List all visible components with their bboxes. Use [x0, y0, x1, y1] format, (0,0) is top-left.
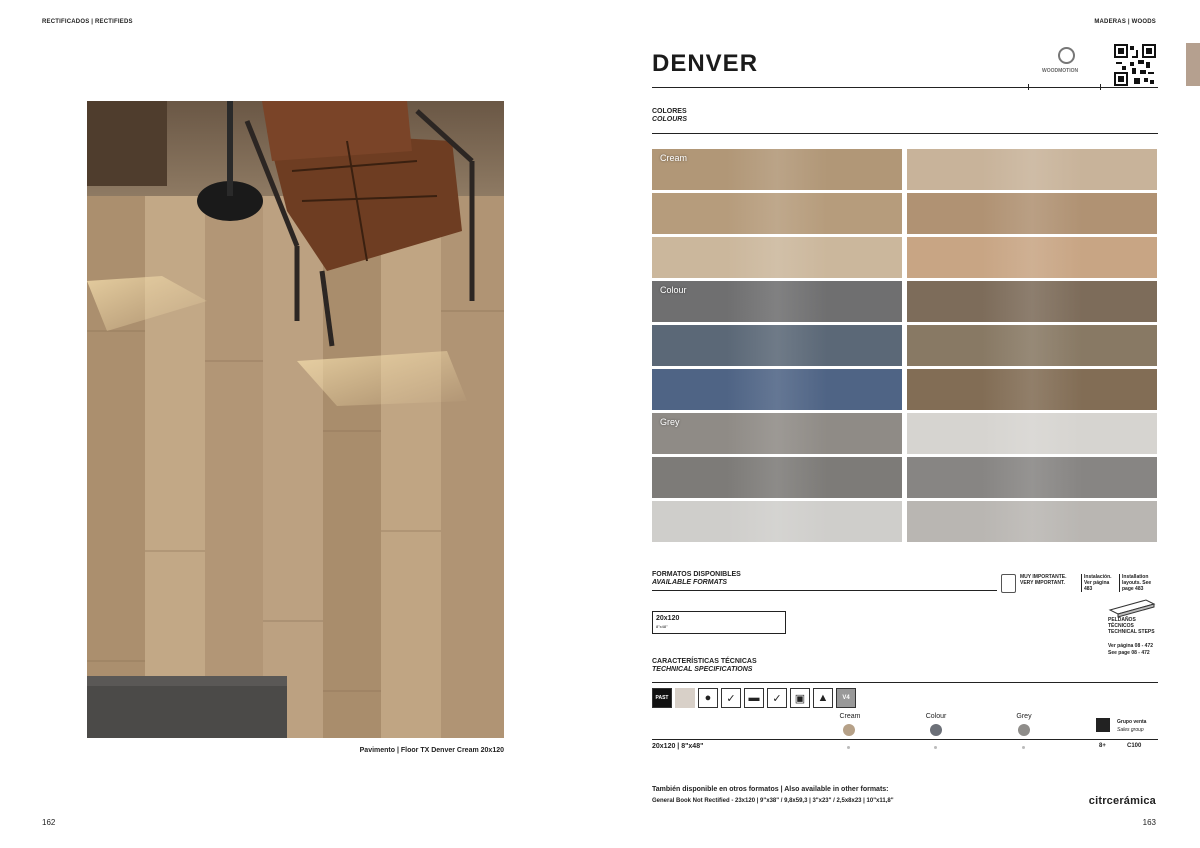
- colours-label: COLORES COLOURS: [652, 108, 687, 123]
- tile-grey-1: [652, 413, 902, 454]
- floor-photo: [87, 101, 504, 738]
- specs-label: CARACTERÍSTICAS TÉCNICAS TECHNICAL SPECIFICATIONS: [652, 658, 757, 673]
- swatch-colour: [930, 724, 942, 736]
- sales-group-label-en: Sales group: [1117, 727, 1144, 733]
- rectified-icon: ●: [698, 688, 718, 708]
- section-header-right: MADERAS | WOODS: [1094, 19, 1156, 25]
- page-number-right: 163: [1142, 818, 1156, 827]
- weight-icon: ▲: [813, 688, 833, 708]
- tile-colour-3: [652, 325, 902, 366]
- brand-logo: citrcerámica: [1088, 795, 1156, 807]
- steps-ref-es: Ver página 08 - 472: [1108, 643, 1154, 649]
- step-tile-icon: [1108, 598, 1156, 618]
- woodmotion-logo-icon: [1058, 47, 1075, 64]
- tile-cream-6: [907, 237, 1157, 278]
- important-label: MUY IMPORTANTE. VERY IMPORTANT.: [1020, 574, 1067, 586]
- title-rule: [652, 87, 1158, 88]
- tile-colour-6: [907, 369, 1157, 410]
- tile-cream-4: [907, 193, 1157, 234]
- row-size: 20x120 | 8"x48": [652, 743, 704, 750]
- tile-group-label: Cream: [660, 153, 688, 163]
- tile-grey-2: [907, 413, 1157, 454]
- sales-group-label: Grupo venta: [1117, 719, 1147, 725]
- thickness-icon: ▬: [744, 688, 764, 708]
- row-pcs: 8+: [1099, 743, 1106, 749]
- tile-group-label: Grey: [660, 417, 680, 427]
- wood-floor-illustration: [87, 101, 504, 738]
- swatch-cream: [843, 724, 855, 736]
- tile-grey-4: [907, 457, 1157, 498]
- photo-caption: Pavimento | Floor TX Denver Cream 20x120: [359, 747, 504, 754]
- swatch-grey: [1018, 724, 1030, 736]
- specs-rule: [652, 682, 1158, 683]
- important-icon: [1001, 574, 1016, 593]
- product-title: DENVER: [652, 50, 759, 77]
- row-group: C100: [1127, 743, 1142, 749]
- frost-icon: ✓: [767, 688, 787, 708]
- section-tab: [1186, 43, 1200, 86]
- colour-name-grey: Grey: [1016, 713, 1032, 720]
- install-note-es: Instalación. Ver página 483: [1081, 574, 1118, 592]
- tile-grey-5: [652, 501, 902, 542]
- format-size-imperial: 8"x48": [656, 624, 668, 629]
- specs-table-rule: [652, 739, 1158, 740]
- spec-icons-row: [652, 688, 856, 708]
- tile-cream-2: [907, 149, 1157, 190]
- colour-name-cream: Cream: [839, 713, 861, 720]
- qr-code-icon[interactable]: [1114, 44, 1156, 86]
- tile-colour-1: [652, 281, 902, 322]
- tile-colour-5: [652, 369, 902, 410]
- general-book-line: General Book Not Rectified - 23x120 | 9"x38" / 9,8x59,3 | 3"x23" / 2,5x8x23 | 10"x11,8": [652, 798, 894, 804]
- row-grey-mark: [1022, 746, 1025, 749]
- row-colour-mark: [934, 746, 937, 749]
- install-note-en: Installation layouts. See page 483: [1119, 574, 1162, 592]
- technical-steps-label: PELDAÑOS TÉCNICOS TECHNICAL STEPS: [1108, 617, 1155, 635]
- tile-colour-4: [907, 325, 1157, 366]
- tile-grey-6: [907, 501, 1157, 542]
- tile-group-label: Colour: [660, 285, 687, 295]
- tile-cream-5: [652, 237, 902, 278]
- section-header-left: RECTIFICADOS | RECTIFIEDS: [42, 19, 133, 25]
- tile-cream-1: [652, 149, 902, 190]
- tile-grey-3: [652, 457, 902, 498]
- check-icon: ✓: [721, 688, 741, 708]
- format-20x120[interactable]: [652, 611, 786, 634]
- beige-body-icon: [675, 688, 695, 708]
- row-cream-mark: [847, 746, 850, 749]
- woodmotion-logo-text: WOODMOTION: [1042, 68, 1079, 74]
- slip-icon: ▣: [790, 688, 810, 708]
- formats-rule: [652, 590, 997, 591]
- pasta-icon: PAST: [652, 688, 672, 708]
- tile-colour-2: [907, 281, 1157, 322]
- steps-ref-en: See page 08 - 472: [1108, 650, 1150, 656]
- tile-cream-3: [652, 193, 902, 234]
- colours-rule: [652, 133, 1158, 134]
- sales-group-icon: [1096, 718, 1110, 732]
- page-number-left: 162: [42, 818, 56, 827]
- colour-name-colour: Colour: [925, 713, 947, 720]
- format-size: 20x120: [656, 615, 680, 622]
- also-available-text: También disponible en otros formatos | Also available in other formats:: [652, 786, 889, 793]
- formats-label: FORMATOS DISPONIBLES AVAILABLE FORMATS: [652, 571, 741, 586]
- v4-variation-icon: V4: [836, 688, 856, 708]
